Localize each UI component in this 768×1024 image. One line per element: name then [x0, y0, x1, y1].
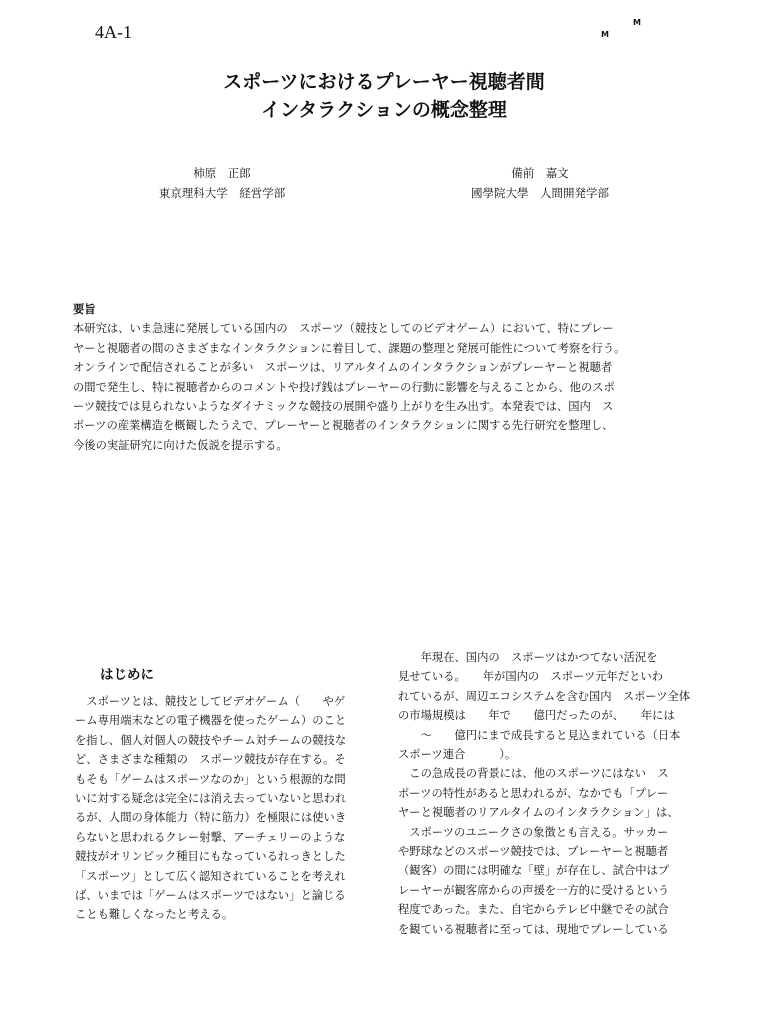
abstract-line: ポーツの産業構造を概観したうえで、プレーヤーと視聴者のインタラクションに関する先行研究を整理し、 [73, 419, 614, 433]
abstract-body [73, 319, 703, 455]
author-name: 備前 嘉文 [511, 166, 569, 180]
session-code: 4A-1 [95, 22, 132, 42]
body-line: ば、いまでは「ゲームはスポーツではない」と論じる [75, 889, 346, 903]
body-line: ーム専用端末などの電子機器を使ったゲーム）のこと [75, 714, 347, 728]
abstract-line: ーツ競技では見られないようなダイナミックな競技の展開や盛り上がりを生み出す。本発表では、国内 ス [73, 400, 614, 414]
body-line: るが、人間の身体能力（特に筋力）を極限には使いき [75, 811, 347, 825]
body-line: もそも「ゲームはスポーツなのか」という根源的な問 [75, 772, 346, 786]
title-line: インタラクションの概念整理 [261, 99, 507, 121]
body-line: 年現在、国内の スポーツはかつてない活況を [398, 651, 658, 664]
corner-mark: M [633, 18, 641, 27]
body-line: スポーツ連合 ）。 [398, 748, 517, 762]
body-line: レーヤーが観客席からの声援を一方的に受けるという [398, 883, 670, 897]
body-line: ど、さまざまな種類の スポーツ競技が存在する。そ [75, 753, 346, 767]
author-affiliation: 國學院大學 人間開発学部 [471, 186, 609, 200]
abstract-heading: 要旨 [73, 303, 96, 316]
abstract [73, 300, 703, 455]
abstract-line: 今後の実証研究に向けた仮説を提示する。 [73, 438, 288, 452]
body-line: いに対する疑念は完全には消え去っていないと思われ [75, 792, 347, 806]
body-line: スポーツとは、競技としてビデオゲーム（ やゲ [75, 695, 346, 708]
body-line: 「スポーツ」として広く認知されていることを考えれ [75, 869, 346, 883]
body-line: を指し、個人対個人の競技やチーム対チームの競技な [75, 733, 347, 747]
body-line: ヤーと視聴者のリアルタイムのインタラクション」は、 [398, 806, 679, 820]
intro-column [75, 692, 375, 925]
author-block [400, 163, 680, 203]
body-line: 程度であった。また、自宅からテレビ中継でその試合 [398, 903, 669, 917]
body-line: ～ 億円にまで成長すると見込まれている（日本 [398, 728, 681, 742]
author-name: 柿原 正郎 [193, 166, 251, 180]
body-line: ポーツの特性があると思われるが、なかでも「プレー [398, 786, 669, 800]
body-line: れているが、周辺エコシステムを含む国内 スポーツ全体 [398, 689, 691, 703]
right-column [398, 648, 703, 939]
author-affiliation: 東京理科大学 経営学部 [158, 186, 286, 200]
body-line: この急成長の背景には、他のスポーツにはない ス [398, 767, 669, 781]
title-line: スポーツにおけるプレーヤー視聴者間 [223, 71, 545, 93]
body-line: （観客）の間には明確な「壁」が存在し、試合中はプ [398, 864, 670, 878]
abstract-line: オンラインで配信されることが多い スポーツは、リアルタイムのインタラクションがプレーヤーと視聴者 [73, 361, 613, 375]
author-block [82, 163, 362, 203]
body-line: や野球などのスポーツ競技では、プレーヤーと視聴者 [398, 845, 669, 859]
body-line: 競技がオリンピック種目にもなっているれっきとした [75, 850, 346, 864]
abstract-line: 本研究は、いま急速に発展している国内の スポーツ（競技としてのビデオゲーム）において、特にプレー [73, 322, 614, 336]
paper-title [0, 68, 768, 124]
body-line: スポーツのユニークさの象徴とも言える。サッカー [398, 825, 669, 839]
body-line: を観ている視聴者に至っては、現地でプレーしている [398, 922, 669, 936]
section-heading-intro: はじめに [100, 667, 154, 683]
body-line: ことも難しくなったと考える。 [75, 908, 234, 922]
body-line: らないと思われるクレー射撃、アーチェリーのような [75, 830, 346, 844]
abstract-line: ヤーと視聴者の間のさまざまなインタラクションに着目して、課題の整理と発展可能性について考察を行う。 [73, 341, 626, 355]
corner-mark: M [601, 30, 609, 39]
abstract-line: の間で発生し、特に視聴者からのコメントや投げ銭はプレーヤーの行動に影響を与えることから、他のスポ [73, 380, 615, 394]
body-line: の市場規模は 年で 億円だったのが、 年には [398, 709, 675, 723]
body-line: 見せている。 年が国内の スポーツ元年だといわ [398, 670, 664, 684]
